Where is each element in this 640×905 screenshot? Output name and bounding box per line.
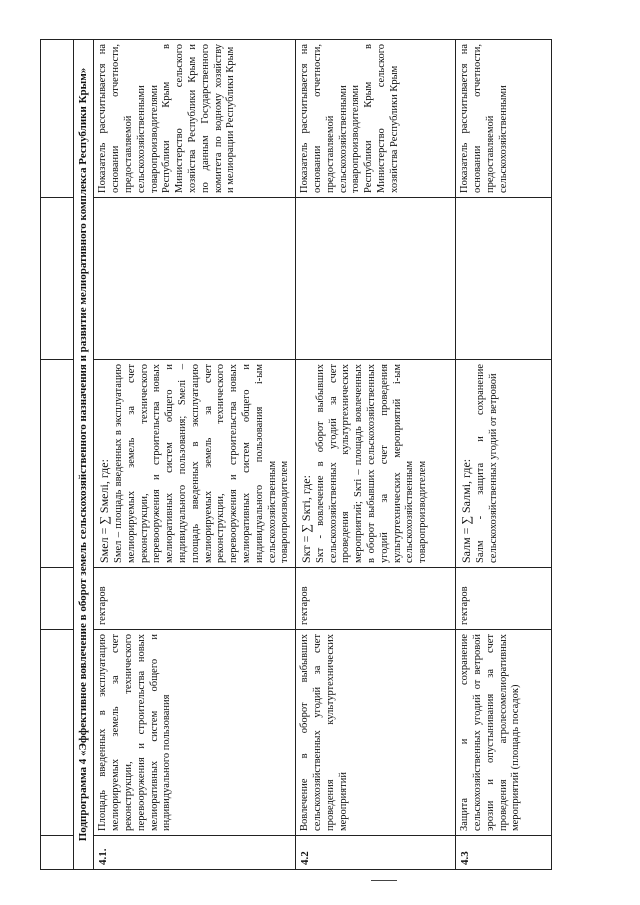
formula-explanation: Sкт - вовлечение в оборот выбывших сельскохозяйственных угодий за счет проведения культуртехнических мероприятий; Sктi – площадь вовлеченных в оборот выбывших сельскохозяйственных угодий за счет проведения культуртехнических мероприятий i-ым сельскохозяйственным товаропроизводителем [314,364,429,563]
data-source: Показатель рассчитывается на основании отчетности, предоставляемой сельскохозяйственными [456,40,552,198]
table-row [296,40,456,870]
empty-cell [456,198,552,360]
unit-cell: гектаров [456,568,552,630]
unit-cell: гектаров [296,568,456,630]
subprogram-title-row [74,40,94,870]
empty-cell [296,198,456,360]
data-source: Показатель рассчитывается на основании отчетности, предоставляемой сельскохозяйственными товаропроизводителями Республики Крым в Министерство сельского хозяйства Республики Крым и по данным Государственного комитета по водному хозяйству и мелиорации Республики Крым [94,40,296,198]
unit-cell: гектаров [94,568,296,630]
calculation-cell [456,360,552,568]
formula: Sалм = ∑ Sалмi, где: [459,458,474,563]
calculation-cell [94,360,296,568]
formula: Sмел = ∑ Sмелi, где: [97,459,112,563]
row-number: 4.1. [94,836,296,870]
table-row [456,40,552,870]
rotated-table-wrapper [40,40,600,870]
empty-cell [94,198,296,360]
calculation-cell [296,360,456,568]
blank-header-row [41,40,74,870]
indicator-name: Площадь введенных в эксплуатацию мелиорируемых земель за счет реконструкции, технического перевооружения и строительства новых мелиоративных систем общего и индивидуального пользования [94,630,296,836]
row-number: 4.2 [296,836,456,870]
row-number: 4.3 [456,836,552,870]
formula: Sкт = ∑ Sктi, где: [299,475,314,563]
formula-explanation: Sалм - защита и сохранение сельскохозяйственных угодий от ветровой [474,364,499,563]
formula-explanation: Sмел – площадь введенных в эксплуатацию мелиорируемых земель за счет реконструкции, технического перевооружения и строительства новых мелиоративных систем общего и индивидуального пользования; Sмелi – площадь введенных в эксплуатацию мелиорируемых земель за счет реконструкции, технического перевооружения и строительства новых мелиоративных систем общего и индивидуального пользования i-ым сельскохозяйственным товаропроизводителем [113,364,291,563]
indicators-table [40,39,552,870]
indicator-name: Защита и сохранение сельскохозяйственных угодий от ветровой эрозии и опустынивания за счет проведения агролесомелиоративных мероприятий (площадь посадок) [456,630,552,836]
indicator-name: Вовлечение в оборот выбывших сельскохозяйственных угодий за счет проведения культуртехнических мероприятий [296,630,456,836]
subprogram-title: Подпрограмма 4 «Эффективное вовлечение в оборот земель сельскохозяйственного назначения и развитие мелиоративного комплекса Республики Крым» [74,40,94,870]
data-source: Показатель рассчитывается на основании отчетности, предоставляемой сельскохозяйственными товаропроизводителями Республики Крым в Министерство сельского хозяйства Республики Крым [296,40,456,198]
page-number-mark [371,880,397,881]
table-row [94,40,296,870]
